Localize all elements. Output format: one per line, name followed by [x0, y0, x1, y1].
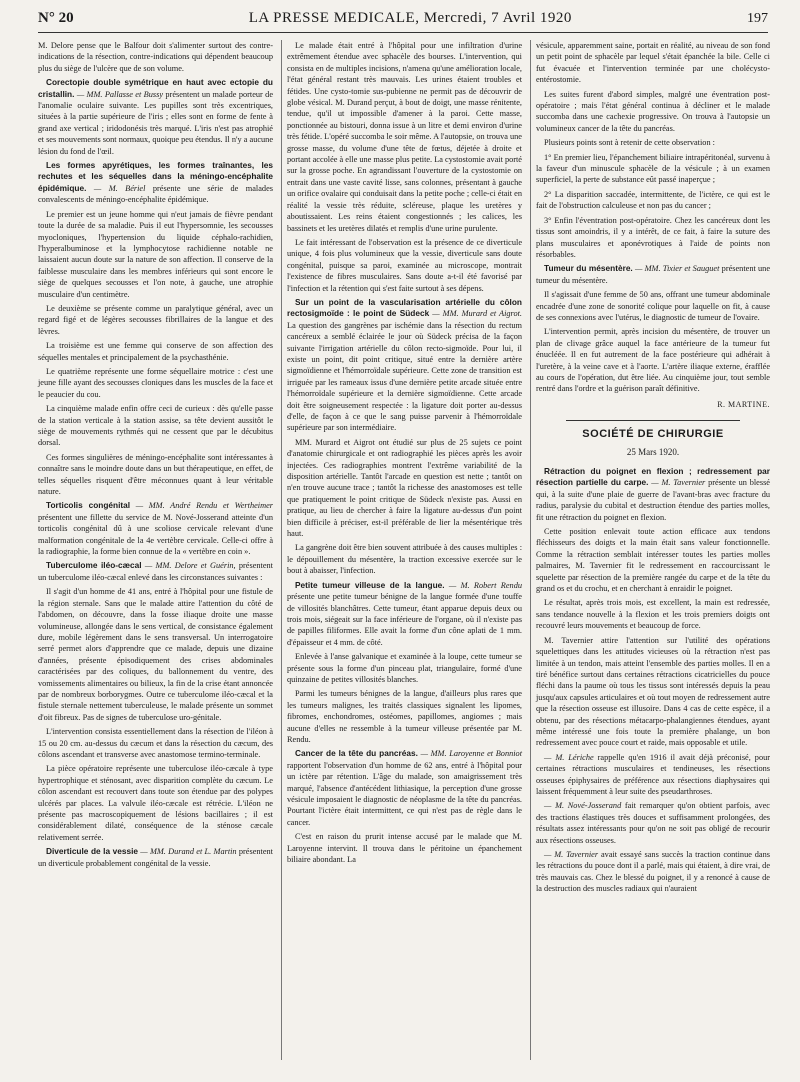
- running-header: [38, 10, 768, 33]
- paragraph-text: La question des gangrènes par ischémie dans la résection du rectum cancéreux a semblé éclairée le jour où Südeck précisa de la façon suivante l'irrigation artérielle du côlon recto-sigmoïde. Pour lui, il existe un point, dit point critique, situé entre la dernière artère sigmoïdienne et l'hémorroïdale supérieure. Cette zone de transition est irriguée par les rameaux issus d'une dernière petite arcade située entre l'hémorroïdale supérieure et la dernière sigmoïdienne. Cette arcade doit être soigneusement respectée : la ligature doit porter au-dessus d'elle, de façon à ce que le sang puisse parvenir à l'hémorroïdale supérieure par son intermédiaire.: [287, 320, 522, 433]
- paragraph-text: Le résultat, après trois mois, est excellent, la main est redressée, sans tendance nouvelle à la flexion et les trois premiers doigts ont recouvré leurs mouvements et beaucoup de force.: [536, 598, 770, 631]
- paragraph: [287, 688, 522, 745]
- paragraph: [287, 651, 522, 685]
- paragraph-text: Ces formes singulières de méningo-encéphalite sont intéressantes à connaître sans le moindre doute dans un but thérapeutique, en effet, de telles séquelles risquent d'être méconnues quant à leur véritable nature.: [38, 452, 273, 497]
- paragraph: [38, 500, 273, 557]
- paragraph-text: La gangrène doit être bien souvent attribuée à des causes multiples : le dépouillement du mésentère, la traction excessive exercée sur le bout à abaisser, l'infection.: [287, 543, 522, 576]
- author-names: — M. Lériche: [544, 752, 594, 762]
- paragraph-text: MM. Murard et Aigrot ont étudié sur plus de 25 sujets ce point d'anatomie chirurgicale et ont radiographié les pièces après les avoir injectées. Ces radiographies montrent l'extrême variabilité de la disposition artérielle. Tantôt l'arcade en question est nette ; tantôt on n'en trouve aucune trace ; tantôt la richesse des anastomoses est telle que pratiquement le point critique de Südeck n'existe pas. Aussi en pratique, au lieu de chercher à faire la ligature au-dessus d'un point bien difficile à préciser, est-il préférable de lier la mésentérique très haut.: [287, 437, 522, 539]
- journal-name: LA PRESSE MEDICALE,: [248, 10, 420, 26]
- paragraph: [287, 580, 522, 648]
- paragraph-text: M. Tavernier attire l'attention sur l'utilité des opérations squelettiques dans les attitudes vicieuses où la rétraction n'est pas limitée à un tendon, mais atteint l'ensemble des parties molles. Il en a tiré bénéfice surtout dans certaines rétractions cicatricielles du pouce fléchi dans la paume où tous les tissus sont intéressés depuis la peau jusqu'aux capsules articulaires et où tout moyen de redressement autre que la résection osseuse est illusoire. Dans 4 cas de cette espèce, il a obtenu, par des résections métacarpo-phalangiennes étendues, ayant même intéressé une fois toute la première phalange, un bon redressement avec pouce court et raide, mais opposable et utile.: [536, 635, 770, 748]
- section-rule: [566, 420, 740, 421]
- article-heading: Diverticule de la vessie: [46, 846, 138, 857]
- paragraph-text: Le fait intéressant de l'observation est la présence de ce diverticule unique, 4 fois plus volumineux que la vessie, diverticule sans doute congénital, puisque sa paroi, examinée au microscope, montrait l'existence de fibres musculaires. Sans doute a-t-il été favorisé par l'infection et la rétention qui s'est faite surtout à ses dépens.: [287, 237, 522, 293]
- paragraph: [38, 303, 273, 337]
- paragraph: [38, 452, 273, 498]
- issue-number: N° 20: [38, 10, 74, 26]
- paragraph: [536, 215, 770, 261]
- paragraph-text: présentent un diverticule probablement congénital de la vessie.: [38, 847, 273, 868]
- paragraph-text: vésicule, apparemment saine, portait en réalité, au niveau de son fond un petit point de sphacèle par lequel s'était épanchée la bile. Celle ci fut évacuée et l'intervention terminée par une cholécysto-entérostomie.: [536, 41, 770, 85]
- author-names: — M. Tavernier: [544, 850, 599, 859]
- author-names: — MM. André Rendu et Wertheimer: [135, 501, 273, 511]
- author-names: — M. Robert Rendu: [448, 580, 522, 590]
- paragraph-text: présente une petite tumeur bénigne de la langue formée d'une touffe de villosités blanchâtres. Cette tumeur, étant apparue depuis deux ou trois mois, siégeait sur la face inférieure de l'organe, où il n'existe pas de papilles filiformes. Elle avait la forme d'un cône aplati de 1 mm. d'épaisseur et 4 mm. de côté.: [287, 592, 522, 647]
- page-number: 197: [747, 11, 768, 26]
- author-names: — MM. Laroyenne et Bonniot: [420, 749, 523, 759]
- paragraph: [536, 263, 770, 286]
- paragraph: [38, 340, 273, 363]
- paragraph-text: La cinquième malade enfin offre ceci de curieux : dès qu'elle passe de la station verticale à la station assise, sa tête devient aussitôt le siège de mouvements rythmés qui ne cessent que par le décubitus dorsal.: [38, 404, 273, 448]
- paragraph-text: L'intervention permit, après incision du mésentère, de trouver un plan de clivage grâce auquel la face antérieure de la tumeur fut énucléée. Il en fut autrement de la face postérieure qui adhérait à l'uretère, à la veine cave et à l'aorte. L'artère iliaque externe, érafflée au cours de l'opération, dut être liée. Au cinquième jour, tout semble rentré dans l'ordre et la guérison paraît définitive.: [536, 327, 770, 394]
- paragraph-text: avait essayé sans succès la traction continue dans les rétractions du pouce dont il a parlé, mais qui étaient, à dire vrai, de très mauvais cas. Chez le blessé du poignet, il y a renoncé à cause de la destruction des muscles radiaux qui n'auraient: [536, 850, 770, 894]
- paragraph-text: Il s'agissait d'une femme de 50 ans, offrant une tumeur abdominale encadrée d'une zone de sonorité colique pour laquelle on fit, à cause de ses connexions avec l'utérus, le diagnostic de tumeur de l'ovaire.: [536, 290, 770, 322]
- paragraph-text: 1° En premier lieu, l'épanchement biliaire intrapéritonéal, survenu à la faveur d'un minuscule sphacèle de la vésicule ; à un examen superficiel, la perte de substance eût passé inaperçue ;: [536, 152, 770, 185]
- author-names: — MM. Durand et L. Martin: [140, 847, 237, 857]
- paragraph: [38, 366, 273, 400]
- paragraph: [536, 189, 770, 212]
- paragraph-text: Les suites furent d'abord simples, malgré une éventration post-opératoire ; mais l'état général continua à décliner et le malade succomba dans une cachexie progressive. On trouva à l'autopsie un volumineux cancer de la tête du pancréas.: [536, 89, 770, 133]
- issue-date: Mercredi, 7 Avril 1920: [423, 10, 572, 26]
- paragraph: [536, 597, 770, 631]
- article-heading: Les formes apyrétiques, les formes traînantes, les rechutes et les séquelles dans la méningo-encéphalite épidémique.: [38, 160, 273, 193]
- paragraph: [287, 40, 522, 234]
- paragraph-text: Le malade était entré à l'hôpital pour une infiltration d'urine extrêmement étendue avec sphacèle des bourses. L'intervention, qui consista en de multiples incisions, n'amena qu'une amélioration locale, l'état général restant très mauvais. Les urines étaient troubles et fétides. Une cysto-tomie sus-pubienne ne permit pas de découvrir de globe vésical. M. Durand perçut, à bout de doigt, une masse rénitente, tendue, qu'il ut impossible d'amener à la paroi. Cette masse, ponctionnée au bistouri, donna issue à un litre et demi environ d'urine très fétide. L'opéré succomba le soir même. A l'autopsie, on trouva une grosse masse, du volume d'une tête de fœtus, déjetée à droite et portant accolée à elle une masse plus petite. La cystostomie avait porté sur la grosse poche. En agrandissant l'ouverture de la cystostomie on entrait dans une vaste cavité lisse, sans colonnes, présentant à gauche un orifice ovalaire qui conduisait dans la petite poche ; celle-ci était en réalité la vessie très réduite, scléreuse, plaque les uretères y aboutissaient. Les reins étaient congestionnés ; les calices, les bassinets et les uretères dilatés et remplis d'une urine purulente.: [287, 41, 522, 233]
- paragraph-text: présente une série de malades convalescents de méningo-encéphalite épidémique.: [38, 183, 273, 205]
- paragraph-text: La pièce opératoire représente une tuberculose iléo-cæcale à type hypertrophique et sténosant, avec disparition complète du cæcum. Le côlon ascendant est recouvert dans toute son étendue par des polypes ulcérés par places. La valvule iléo-cæcale est rétrécie. L'iléon ne présente pas macroscopiquement de lésions bacillaires ; il est considérablement dilaté, conséquence de la sténose cæcale relativement serrée.: [38, 764, 273, 842]
- paragraph-text: rappelle qu'en 1916 il avait déjà préconisé, pour certaines rétractions musculaires et tendineuses, les résections osseuses épiphysaires de préférence aux résections diaphysaires qui laissent fréquemment à leur suite des pseudarthroses.: [536, 752, 770, 796]
- author-names: — MM. Murard et Aigrot.: [432, 309, 523, 319]
- article-heading: Petite tumeur villeuse de la langue.: [295, 579, 445, 590]
- paragraph: [536, 40, 770, 86]
- paragraph: [38, 403, 273, 449]
- paragraph: [536, 466, 770, 523]
- paragraph-text: Plusieurs points sont à retenir de cette observation :: [544, 138, 715, 148]
- paragraph-text: 2° La disparition saccadée, intermittente, de l'ictère, ce qui est le fait de l'obstruction calculeuse et non pas du cancer ;: [536, 189, 770, 211]
- paragraph-text: Il s'agit d'un homme de 41 ans, entré à l'hôpital pour une fistule de la région sternale. Sans que le malade attire l'attention du côté de l'abdomen, on découvre, dans la fosse iliaque droite une masse volumineuse, allongée dans le sens vertical, de consistance également dure, mobile légèrement dans le sens transversal. Un interrogatoire serré permet alors d'apprendre que ce malade, depuis une dizaine d'années, présente épisodiquement des crises abdominales caractérisées par des coliques, du ballonnement du ventre, des vomissements alimentaires ou bilieux, la fin de la crise étant annoncée par de nombreux borborygmes. Outre ce tuberculome iléo-cæcal et la fistule sternale nettement tuberculeuse, le malade présente un sommet d'oit fibreux. Pas de signes de tuberculose uro-génitale.: [38, 587, 273, 722]
- paragraph: [536, 289, 770, 323]
- author-signature: R. MARTINE.: [717, 399, 770, 409]
- paragraph: [287, 542, 522, 576]
- paragraph-text: Enlevée à l'anse galvanique et examinée à la loupe, cette tumeur se présente sous la forme d'un pinceau plat, triangulaire, formé d'une quinzaine de petites villosités blanches.: [287, 652, 522, 684]
- paragraph: [287, 297, 522, 434]
- paragraph-text: fait remarquer qu'on obtient parfois, avec des tractions élastiques très douces et suffisamment prolongées, des résultats assez intéressants pour qu'on ne soit pas obligé de recourir aux résections osseuses.: [536, 801, 770, 845]
- paragraph: [536, 326, 770, 394]
- paragraph-text: Cette position enlevait toute action efficace aux tendons fléchisseurs des doigts et la main était sans valeur fonctionnelle. Comme la rétraction semblait intéresser toutes les parties molles palmaires, M. Tavernier fit le redressement en raccourcissant le squelette par résection de la première rangée du carpe et de la tête du grand os et du crochu, et en cherchant à enraidir le poignet.: [536, 527, 770, 594]
- paragraph: [536, 137, 770, 148]
- paragraph: [38, 77, 273, 157]
- article-heading: Cancer de la tête du pancréas.: [295, 748, 418, 759]
- paragraph: [287, 237, 522, 294]
- author-names: — MM. Pallasse et Bussy: [76, 89, 164, 99]
- article-heading: Torticolis congénital: [46, 500, 131, 511]
- paragraph-text: présentent une tumeur du mésentère.: [536, 264, 771, 285]
- author-names: — MM. Tixier et Sauguet: [635, 264, 720, 274]
- paragraph-text: La troisième est une femme qui conserve de son affection des séquelles mentales et principalement de la psychasthénie.: [38, 341, 273, 362]
- author-names: — M. Bériel: [93, 183, 146, 193]
- paragraph: [536, 635, 770, 749]
- paragraph-text: M. Delore pense que le Balfour doit s'alimenter surtout des contre-indications de la résection, contre-indications qui dépendent beaucoup plus du siège de l'ulcère que de son volume.: [38, 41, 273, 73]
- paragraph: [536, 800, 770, 846]
- column-divider: [281, 40, 282, 1060]
- journal-masthead: [249, 10, 572, 27]
- paragraph: [38, 763, 273, 843]
- paragraph-text: Parmi les tumeurs bénignes de la langue, d'ailleurs plus rares que les tumeurs malignes, les traités classiques signalent les lipomes, fibromes, enchondromes, ostéomes, papillomes, angiomes ; mais aucune d'elles ne ressemble à la tumeur villeuse présentée par M. Rendu.: [287, 689, 522, 744]
- author-names: — MM. Delore et Guérin,: [144, 561, 236, 571]
- paragraph-text: présente un blessé qui, à la suite d'une plaie de guerre de l'avant-bras avec fracture du radius, paralysie du cubital et destruction étendue des parties molles, fit une rétraction du poignet en flexion.: [536, 478, 770, 522]
- paragraph-text: C'est en raison du prurit intense accusé par le malade que M. Laroyenne intervint. Il trouva dans le péritoine un épanchement biliaire abondant. La: [287, 832, 522, 865]
- article-heading: Sur un point de la vascularisation artérielle du côlon rectosigmoïde : le point de Südeck: [287, 296, 522, 319]
- paragraph: [536, 849, 770, 895]
- text-column-2: [287, 40, 522, 868]
- paragraph: [536, 526, 770, 594]
- paragraph: [536, 89, 770, 135]
- paragraph: [287, 831, 522, 865]
- author-names: — M. Nové-Josserand: [544, 801, 622, 811]
- article-heading: Rétraction du poignet en flexion ; redressement par résection partielle du carpe.: [536, 466, 770, 488]
- paragraph-text: L'intervention consista essentiellement dans la résection de l'iléon à 15 ou 20 cm. au-dessus du cæcum et dans la résection du cæcum, des côlons ascendant et transverse avec anastomose termino-terminale.: [38, 727, 273, 759]
- paragraph-text: rapportent l'observation d'un homme de 62 ans, entré à l'hôpital pour un ictère par rétention. L'âge du malade, son amaigrissement très marqué, l'absence d'antécédent lithiasique, la perception d'une grosse vésicule imposaient le diagnostic de néoplasme de la tête du pancréas. Pourtant l'ictère était intermittent, ce qui n'est pas de règle dans le cancer.: [287, 760, 522, 827]
- paragraph: [38, 209, 273, 300]
- paragraph-text: Le quatrième représente une forme séquellaire motrice : c'est une jeune fille ayant des secousses cloniques dans les muscles de la face et le peaucier du cou.: [38, 366, 273, 399]
- article-heading: Tuberculome iléo-cæcal: [46, 560, 142, 571]
- paragraph: [38, 586, 273, 723]
- section-title: SOCIÉTÉ DE CHIRURGIE: [582, 428, 724, 441]
- paragraph-text: Le deuxième se présente comme un paralytique général, avec un regard figé et de légères secousses fibrillaires de la langue et des lèvres.: [38, 303, 273, 336]
- paragraph: [536, 152, 770, 186]
- article-heading: Tumeur du mésentère.: [544, 263, 633, 274]
- paragraph: [38, 40, 273, 74]
- article-heading: Corectopie double symétrique en haut avec ectopie du cristallin.: [38, 77, 273, 99]
- paragraph: [38, 726, 273, 760]
- paragraph: [38, 846, 273, 869]
- paragraph-text: présentent un tuberculome iléo-cæcal enlevé dans les circonstances suivantes :: [38, 561, 273, 582]
- paragraph: [536, 752, 770, 798]
- paragraph-text: présentent une fillette du service de M. Nové-Josserand atteinte d'un torticolis congénital dû à une scoliose cervicale relevant d'une malformation congénitale de la 4e vertèbre cervicale. Celle-ci offre à la radiographie, la forme bien connue de la « vertèbre en coin ».: [38, 512, 273, 557]
- paragraph-text: 3° Enfin l'éventration post-opératoire. Chez les cancéreux dont les tissus sont amoindris, il y a intérêt, de ce fait, à faire la suture des plans musculaires et aponévrotiques à l'aide de points non résorbables.: [536, 215, 770, 259]
- paragraph: [287, 437, 522, 540]
- section-date: 25 Mars 1920.: [626, 446, 680, 457]
- paragraph: [287, 748, 522, 828]
- column-divider: [530, 40, 531, 1060]
- paragraph: [38, 160, 273, 206]
- author-names: — M. Tavernier: [651, 478, 706, 488]
- paragraph-text: Le premier est un jeune homme qui n'eut jamais de fièvre pendant toute la durée de sa maladie. Puis il eut l'hypersomnie, les secousses myocloniques, l'hypertension du liquide céphalo-rachidien, l'hyperalbuminose et la lymphocytose rachidienne notable ne laissaient aucun doute sur la nature de son affection. Il conserve de la faiblesse musculaire dans les membres inférieurs qui sont encore le siège de quelques secousses et l'on note, à gauche, une atrophie musculaire d'un centimètre.: [38, 209, 273, 299]
- paragraph-text: présentent un malade porteur de l'anomalie oculaire suivante. Les pupilles sont très excentriques, situées à la partie supérieure de l'iris ; elles sont en forme de fente à grand axe vertical ; iridodonésis très marqué. L'iris n'est pas atrophié et ses mouvements sont normaux, quoique peu étendus. Il n'y a aucune lésion du fond de l'œil.: [38, 89, 274, 156]
- paragraph: [38, 560, 273, 583]
- text-column-1: [38, 40, 273, 872]
- text-column-3: [536, 40, 770, 898]
